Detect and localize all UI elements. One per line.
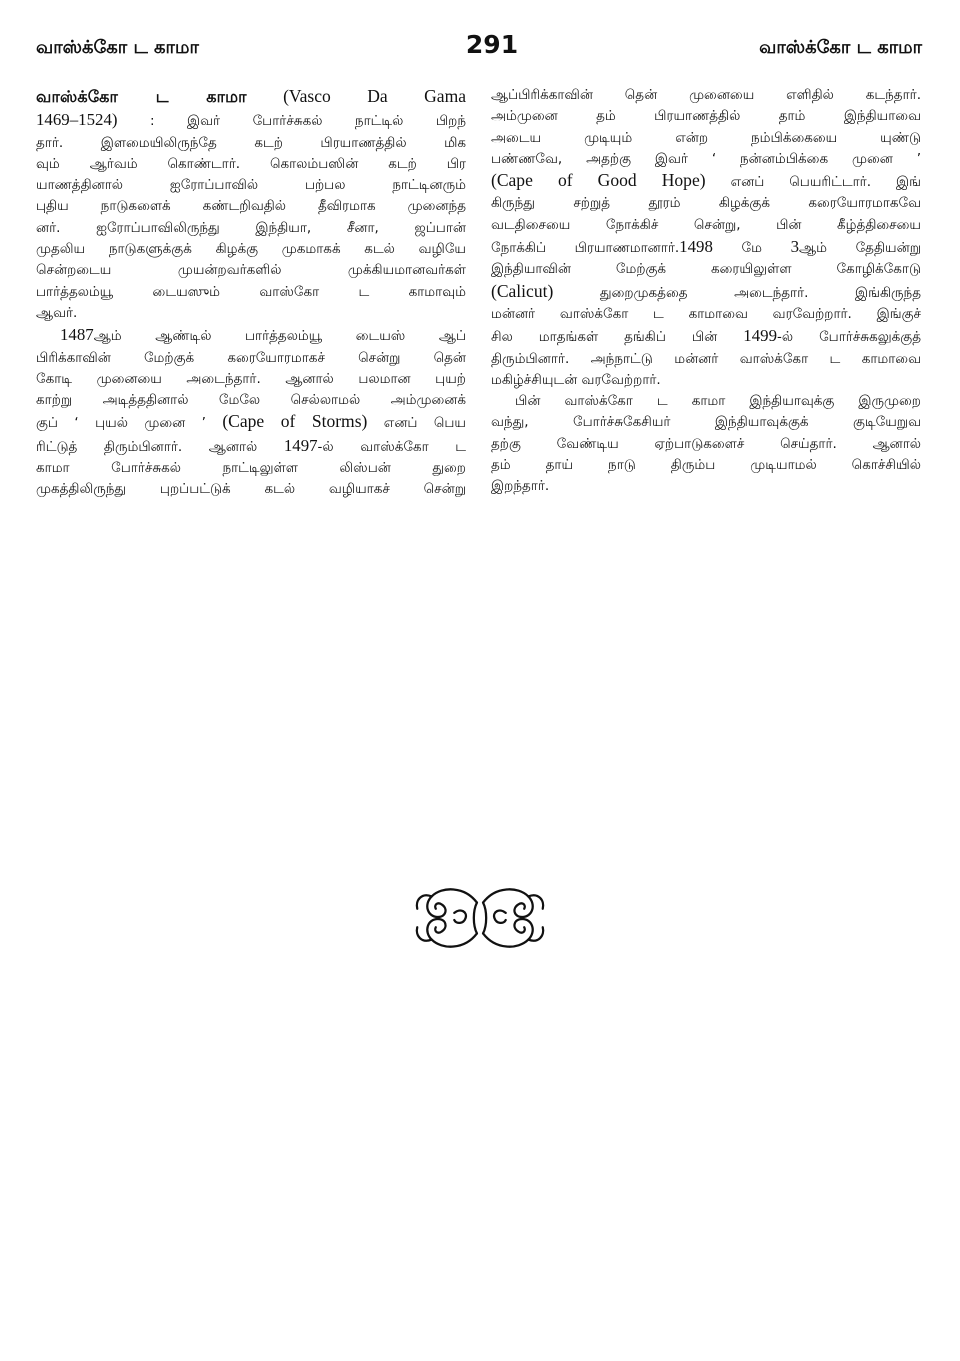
day-number: 3	[790, 237, 800, 257]
text-line: பிரிக்காவின் மேற்குக் கரையோரமாகச் சென்று தென்	[36, 349, 466, 366]
page-number: 291	[465, 30, 519, 59]
left-column	[36, 86, 466, 501]
running-head-left: வாஸ்க்கோ ட காமா	[36, 37, 199, 58]
text-segment: குப் ‘ புயல் முனை ’	[36, 415, 223, 432]
text-line	[36, 109, 466, 132]
text-line: இந்தியாவின் மேற்குக் கரையிலுள்ள கோழிக்கோடு	[491, 261, 921, 278]
text-line: காற்று அடித்ததினால் மேலே செல்லாமல் அம்முனைக்	[36, 392, 466, 409]
latin-term: (Vasco Da Gama	[246, 86, 466, 106]
latin-term: (Cape of Storms)	[222, 411, 368, 432]
text-line: பண்ணவே, அதற்கு இவர் ‘ நன்னம்பிக்கை முனை ’	[491, 150, 921, 167]
text-line: ஆப்பிரிக்காவின் தென் முனையை எளிதில் கடந்தார்.	[491, 87, 921, 103]
text-line: கோடி முனையை அடைந்தார். ஆனால் பலமான புயற்	[36, 370, 466, 387]
text-line: தம் தாய் நாடு திரும்ப முடியாமல் கொச்சியில்	[491, 457, 921, 474]
text-line: பார்த்தலம்யூ டையஸும் வாஸ்கோ ட காமாவும்	[36, 283, 466, 300]
year-range: 1469–1524)	[36, 110, 118, 130]
text-line: மன்னர் வாஸ்க்கோ ட காமாவை வரவேற்றார். இங்குச்	[491, 305, 921, 322]
text-segment: ரிட்டுத் திரும்பினார். ஆனால்	[36, 438, 284, 455]
text-segment: எனப் பெயரிட்டார். இங்	[705, 174, 921, 191]
text-line: காமா போர்ச்சுகல் நாட்டிலுள்ள லிஸ்பன் துறை	[36, 460, 466, 477]
text-line: வடதிசையை நோக்கிச் சென்று, பின் கீழ்த்திசையை	[491, 216, 921, 233]
text-line: யாணத்தினால் ஐரோப்பாவில் பற்பல நாட்டினரும்	[36, 177, 466, 194]
text-line: திரும்பினார். அந்நாட்டு மன்னர் வாஸ்க்கோ ட காமாவை	[491, 350, 921, 367]
ornament-flourish	[413, 882, 547, 954]
text-line	[36, 324, 466, 347]
latin-term: (Calicut)	[491, 280, 554, 301]
latin-term: (Cape of Good Hope)	[491, 170, 706, 191]
text-line: புதிய நாடுகளைக் கண்டறிவதில் தீவிரமாக முனைந்த	[36, 198, 466, 215]
text-line: சென்றடைய முயன்றவர்களில் முக்கியமானவர்கள்	[36, 262, 466, 279]
running-head-right: வாஸ்க்கோ ட காமா	[759, 37, 922, 58]
text-segment: மே	[712, 240, 791, 257]
text-line	[36, 411, 466, 434]
text-line: அடைய முடியும் என்ற நம்பிக்கையை யுண்டு	[491, 129, 921, 146]
year-number: 1487	[60, 325, 94, 345]
text-segment: ஆம் ஆண்டில் பார்த்தலம்யூ டையஸ் ஆப்	[93, 328, 466, 345]
text-segment: ஆம் தேதியன்று	[799, 240, 921, 257]
text-line	[36, 86, 466, 109]
text-line: பின் வாஸ்க்கோ ட காமா இந்தியாவுக்கு இருமுறை	[515, 393, 921, 410]
flourish-left-half	[417, 889, 477, 946]
text-line: ஆவர்.	[36, 304, 78, 321]
headword: வாஸ்க்கோ ட காமா	[36, 87, 247, 106]
text-segment: நோக்கிப் பிரயாணமானார்.	[491, 240, 680, 257]
text-line	[491, 170, 921, 193]
year-number: 1498	[679, 237, 713, 257]
text-segment: துறைமுகத்தை அடைந்தார். இங்கிருந்த	[553, 284, 921, 301]
text-line: மகிழ்ச்சியுடன் வரவேற்றார்.	[491, 371, 661, 388]
text-line: முதலிய நாடுகளுக்குக் கிழக்கு முகமாகக் கடல் வழியே	[36, 241, 466, 258]
text-segment: -ல் வாஸ்க்கோ ட	[317, 438, 466, 455]
text-line: தற்கு வேண்டிய ஏற்பாடுகளைச் செய்தார். ஆனால்	[491, 435, 921, 452]
text-line: அம்முனை தம் பிரயாணத்தில் தாம் இந்தியாவை	[491, 108, 921, 125]
text-segment: -ல் போர்ச்சுகலுக்குத்	[777, 329, 921, 346]
right-column	[491, 85, 921, 498]
text-segment: எனப் பெய	[367, 415, 467, 432]
text-line: னர். ஐரோப்பாவிலிருந்து இந்தியா, சீனா, ஜப்பான்	[36, 219, 466, 236]
text-line: வந்து, போர்ச்சுகேசியர் இந்தியாவுக்குக் குடியேறுவ	[491, 414, 921, 431]
text-line: இறந்தார்.	[491, 478, 550, 495]
text-line: கிருந்து சற்றுத் தூரம் கிழக்குக் கரையோரமாகவே	[491, 195, 921, 212]
flourish-right-half	[483, 889, 543, 946]
year-number: 1499	[743, 326, 777, 346]
text-line	[36, 435, 466, 458]
year-number: 1497	[283, 435, 318, 455]
text-line: வும் ஆர்வம் கொண்டார். கொலம்பஸின் கடற் பிர	[36, 155, 466, 172]
text-segment: : இவர் போர்ச்சுகல் நாட்டில் பிறந்	[117, 113, 466, 130]
text-line: முகத்திலிருந்து புறப்பட்டுக் கடல் வழியாகச் சென்று	[36, 481, 466, 498]
text-segment: சில மாதங்கள் தங்கிப் பின்	[491, 329, 744, 346]
text-line	[491, 236, 921, 259]
text-line: தார். இளமையிலிருந்தே கடற் பிரயாணத்தில் மிக	[36, 134, 466, 151]
text-line	[491, 281, 921, 304]
text-line	[491, 325, 921, 348]
